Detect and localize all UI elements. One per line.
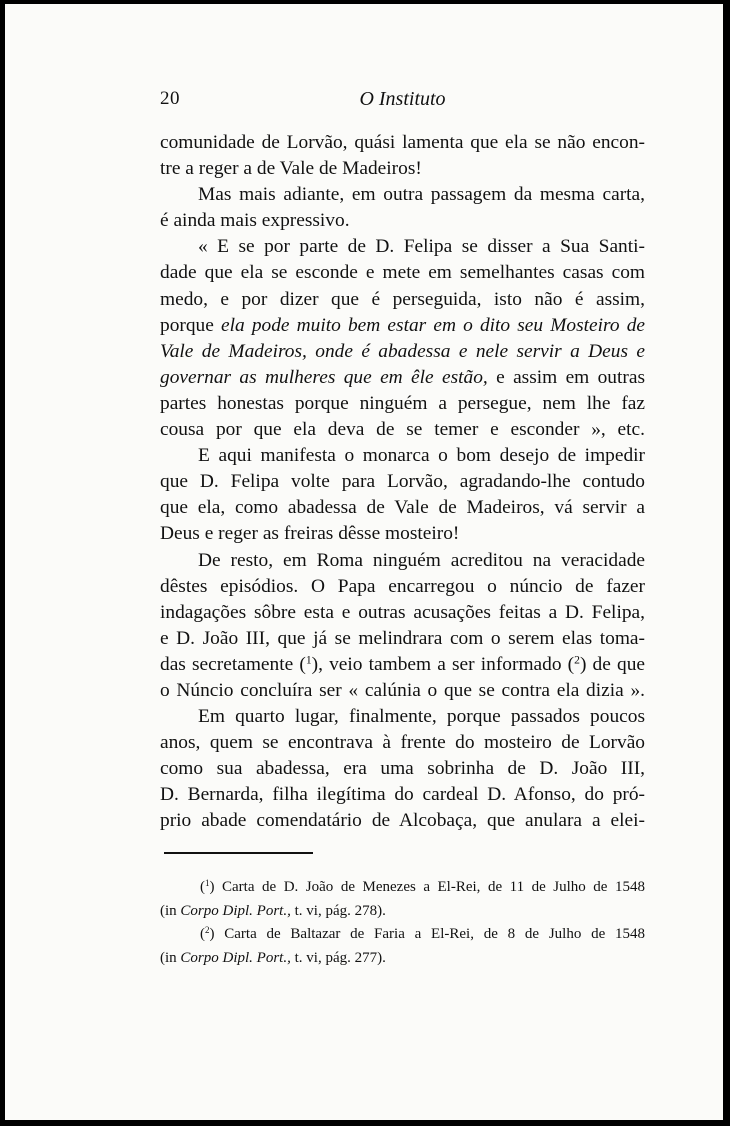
text-line: Em quarto lugar, finalmente, porque passados poucos xyxy=(198,706,645,728)
text-line: partes honestas porque ninguém a persegue, nem lhe faz xyxy=(160,392,645,414)
text-segment: e assim em outras xyxy=(487,366,646,388)
text-line: medo, e por dizer que é perseguida, isto não é assim, xyxy=(160,288,645,310)
footnote-line: ($^1$) Carta de D. João de Menezes a El-Rei, de 11 de Julho de 1548 xyxy=(200,878,645,895)
italic-quote: governar as mulheres que em êle estão, xyxy=(160,366,488,388)
text-line xyxy=(160,652,645,678)
running-title: O Instituto xyxy=(359,88,446,110)
text-line xyxy=(160,339,645,365)
text-line xyxy=(160,313,645,339)
text-line: dade que ela se esconde e mete em semelhantes casas com xyxy=(160,262,645,284)
footnote-marker: 2 xyxy=(205,925,210,936)
text-line: E aqui manifesta o monarca o bom desejo de impedir xyxy=(198,445,645,467)
text-line: prio abade comendatário de Alcobaça, que anulara a elei- xyxy=(160,810,645,832)
text-line: comunidade de Lorvão, quási lamenta que ela se não encon- xyxy=(160,132,645,153)
text-line: D. Bernarda, filha ilegítima do cardeal D. Afonso, do pró- xyxy=(160,784,645,806)
text-line xyxy=(160,365,645,391)
text-segment: ), veio tambem a ser informado ( xyxy=(311,653,575,675)
footnote-line xyxy=(160,900,645,924)
text-line: Deus e reger as freiras dêsse mosteiro! xyxy=(160,523,460,545)
text-line: De resto, em Roma ninguém acreditou na veracidade xyxy=(198,549,645,571)
text-line: que D. Felipa volte para Lorvão, agradando-lhe contudo xyxy=(160,471,645,493)
footnote-line xyxy=(160,947,645,971)
text-line: e D. João III, que já se melindrara com o serem elas toma- xyxy=(160,627,645,649)
footnotes xyxy=(160,876,645,970)
book-page xyxy=(5,4,723,1120)
footnote-line: ($^2$) Carta de Baltazar de Faria a El-Rei, de 8 de Julho de 1548 xyxy=(200,925,645,942)
text-line: Mas mais adiante, em outra passagem da mesma carta, xyxy=(198,184,645,206)
text-line: anos, quem se encontrava à frente do mosteiro de Lorvão xyxy=(160,732,645,754)
footnote-citation: Corpo Dipl. Port., xyxy=(180,949,291,966)
footnote-text: t. vi, pág. 277). xyxy=(290,949,386,966)
footnote-text: (in xyxy=(160,949,181,966)
footnote-ref[interactable]: 1 xyxy=(305,653,312,667)
text-segment: ) de que xyxy=(579,653,646,675)
text-segment: das secretamente ( xyxy=(160,653,306,675)
text-segment: porque xyxy=(160,314,221,336)
page-header xyxy=(160,88,645,114)
text-line: dêstes episódios. O Papa encarregou o núncio de fazer xyxy=(160,575,645,597)
body-text xyxy=(160,130,645,835)
text-line: o Núncio concluíra ser « calúnia o que se contra ela dizia ». xyxy=(160,679,645,701)
footnote-text: t. vi, pág. 278). xyxy=(290,902,386,919)
footnote-ref[interactable]: 2 xyxy=(574,653,580,667)
footnote-text: (in xyxy=(160,902,181,919)
page-number: 20 xyxy=(160,88,180,109)
footnote-text: ) Carta de D. João de Menezes a El-Rei, de 11 de Julho de 1548 xyxy=(209,879,645,895)
text-line: « E se por parte de D. Felipa se disser a Sua Santi- xyxy=(198,236,645,258)
footnote-citation: Corpo Dipl. Port., xyxy=(180,902,291,919)
italic-quote: Vale de Madeiros, onde é abadessa e nele servir a Deus e xyxy=(160,340,645,362)
text-line: cousa por que ela deva de se temer e esconder », etc. xyxy=(160,419,645,441)
footnote-marker: 1 xyxy=(205,878,210,889)
text-line: que ela, como abadessa de Vale de Madeiros, vá servir a xyxy=(160,497,645,519)
text-line: tre a reger a de Vale de Madeiros! xyxy=(160,158,422,180)
footnote-text: ) Carta de Baltazar de Faria a El-Rei, de 8 de Julho de 1548 xyxy=(209,926,645,942)
text-line: é ainda mais expressivo. xyxy=(160,210,350,232)
text-line: como sua abadessa, era uma sobrinha de D. João III, xyxy=(160,758,645,780)
italic-quote: ela pode muito bem estar em o dito seu Mosteiro de xyxy=(221,314,645,336)
text-line: indagações sôbre esta e outras acusações feitas a D. Felipa, xyxy=(160,601,645,623)
footnote-divider xyxy=(164,852,313,854)
